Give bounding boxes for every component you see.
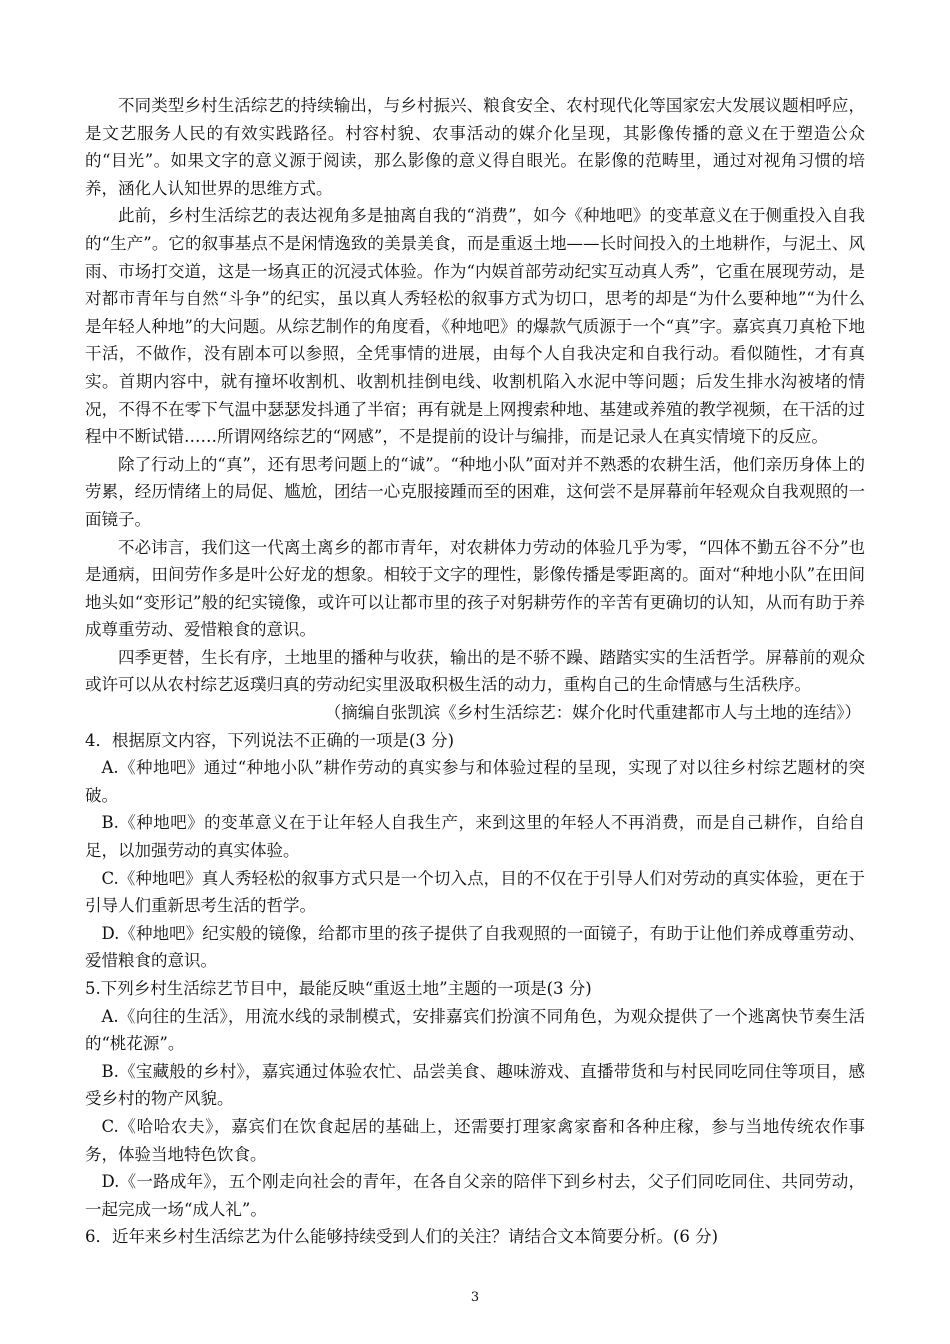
- question-5-option-c: C.《哈哈农夫》，嘉宾们在饮食起居的基础上，还需要打理家禽家畜和各种庄稼，参与当地传统农作事务，体验当地特色饮食。: [85, 1116, 865, 1164]
- question-5-stem: 5.下列乡村生活综艺节目中，最能反映“重返土地”主题的一项是(3 分): [85, 979, 592, 998]
- article-paragraph-1: 不同类型乡村生活综艺的持续输出，与乡村振兴、粮食安全、农村现代化等国家宏大发展议题相呼应，是文艺服务人民的有效实践路径。村容村貌、农事活动的媒介化呈现，其影像传播的意义在于塑造公众的“目光”。如果文字的意义源于阅读，那么影像的意义得自眼光。在影像的范畴里，通过对视角习惯的培养，涵化人认知世界的思维方式。: [85, 96, 865, 198]
- question-4-option-a: A.《种地吧》通过“种地小队”耕作劳动的真实参与和体验过程的呈现，实现了对以往乡村综艺题材的突破。: [85, 758, 865, 805]
- article-source: （摘编自张凯滨《乡村生活综艺：媒介化时代重建都市人与土地的连结》）: [324, 703, 861, 723]
- article-paragraph-3: 除了行动上的“真”，还有思考问题上的“诚”。“种地小队”面对并不熟悉的农耕生活，他们亲历身体上的劳累，经历情绪上的局促、尴尬，团结一心克服接踵而至的困难，这何尝不是屏幕前年轻观众自我观照的一面镜子。: [85, 454, 865, 529]
- exam-page: [85, 92, 865, 1251]
- question-6-stem: 6．近年来乡村生活综艺为什么能够持续受到人们的关注？请结合文本简要分析。(6 分): [85, 1227, 719, 1247]
- page-number: 3: [470, 1290, 480, 1305]
- question-4-option-b: B.《种地吧》的变革意义在于让年轻人自我生产，来到这里的年轻人不再消费，而是自己耕作，自给自足，以加强劳动的真实体验。: [85, 813, 865, 861]
- question-5-option-b: B.《宝藏般的乡村》，嘉宾通过体验农忙、品尝美食、趣味游戏、直播带货和与村民同吃同住等项目，感受乡村的物产风貌。: [85, 1061, 865, 1109]
- article-paragraph-4: 不必讳言，我们这一代离土离乡的都市青年，对农耕体力劳动的体验几乎为零，“四体不勤五谷不分”也是通病，田间劳作多是叶公好龙的想象。相较于文字的理性，影像传播是零距离的。面对“种地小队”在田间地头如“变形记”般的纪实镜像，或许可以让都市里的孩子对躬耕劳作的辛苦有更确切的认知，从而有助于养成尊重劳动、爱惜粮食的意识。: [85, 537, 865, 640]
- article-paragraph-2: 此前，乡村生活综艺的表达视角多是抽离自我的“消费”，如今《种地吧》的变革意义在于侧重投入自我的“生产”。它的叙事基点不是闲情逸致的美景美食，而是重返土地——长时间投入的土地耕作，与泥土、风雨、市场打交道，这是一场真正的沉浸式体验。作为“内娱首部劳动纪实互动真人秀”，它重在展现劳动，是对都市青年与自然“斗争”的纪实，虽以真人秀轻松的叙事方式为切口，思考的却是“为什么要种地”“为什么是年轻人种地”的大问题。从综艺制作的角度看，《种地吧》的爆款气质源于一个“真”字。嘉宾真刀真枪下地干活，不做作，没有剧本可以参照，全凭事情的进展，由每个人自我决定和自我行动。看似随性，才有真实。首期内容中，就有撞坏收割机、收割机挂倒电线、收割机陷入水泥中等问题；后发生排水沟被堵的情况，不得不在零下气温中瑟瑟发抖通了半宿；再有就是上网搜索种地、基建或养殖的教学视频，在干活的过程中不断试错……所谓网络综艺的“网感”，不是提前的设计与编排，而是记录人在真实情境下的反应。: [85, 206, 865, 447]
- article-paragraph-5: 四季更替，生长有序，土地里的播种与收获，输出的是不骄不躁、踏踏实实的生活哲学。屏幕前的观众或许可以从农村综艺返璞归真的劳动纪实里汲取积极生活的动力，重构自己的生命情感与生活秩序。: [85, 647, 865, 695]
- question-4-option-c: C.《种地吧》真人秀轻松的叙事方式只是一个切入点，目的不仅在于引导人们对劳动的真实体验，更在于引导人们重新思考生活的哲学。: [85, 868, 865, 916]
- question-5-option-d: D.《一路成年》，五个刚走向社会的青年，在各自父亲的陪伴下到乡村去，父子们同吃同住、共同劳动，一起完成一场“成人礼”。: [85, 1172, 865, 1219]
- question-4-stem: 4．根据原文内容，下列说法不正确的一项是(3 分): [85, 730, 455, 750]
- question-4-option-d: D.《种地吧》纪实般的镜像，给都市里的孩子提供了自我观照的一面镜子，有助于让他们养成尊重劳动、爱惜粮食的意识。: [85, 923, 865, 971]
- question-5-option-a: A.《向往的生活》，用流水线的录制模式，安排嘉宾们扮演不同角色，为观众提供了一个逃离快节奏生活的“桃花源”。: [85, 1006, 865, 1054]
